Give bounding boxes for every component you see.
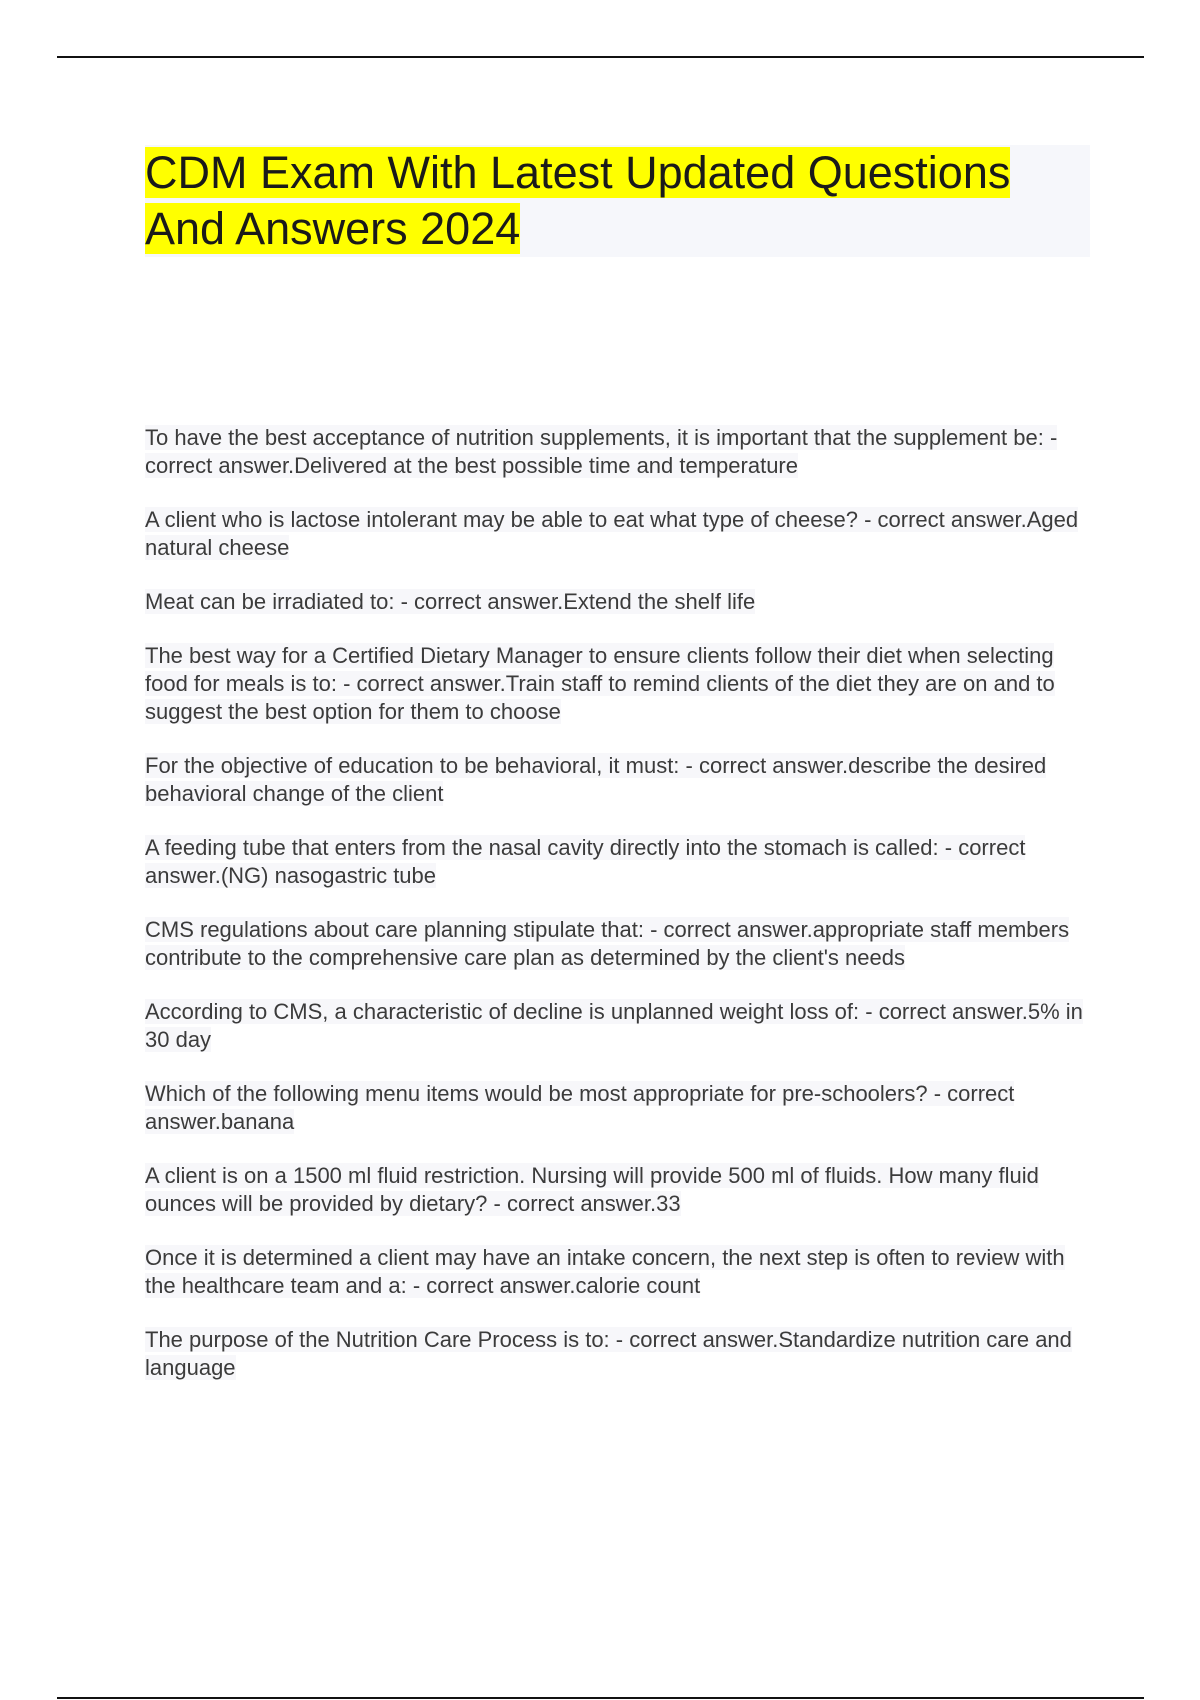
qa-item: A client is on a 1500 ml fluid restriction. Nursing will provide 500 ml of fluids. How many fluid ounces will be provided by dietary? - correct answer.33 xyxy=(145,1163,1039,1216)
qa-item: To have the best acceptance of nutrition supplements, it is important that the supplement be: - correct answer.Delivered at the best possible time and temperature xyxy=(145,425,1058,478)
title-line-1: CDM Exam With Latest Updated Questions xyxy=(145,147,1011,198)
qa-item: CMS regulations about care planning stipulate that: - correct answer.appropriate staff members contribute to the comprehensive care plan as determined by the client's needs xyxy=(145,917,1070,970)
top-divider xyxy=(57,56,1144,58)
qa-item: The purpose of the Nutrition Care Process is to: - correct answer.Standardize nutrition care and language xyxy=(145,1327,1072,1380)
title-block xyxy=(145,145,1090,257)
qa-item: The best way for a Certified Dietary Manager to ensure clients follow their diet when selecting food for meals is to: - correct answer.Train staff to remind clients of the diet they are on and to suggest the best option for them to choose xyxy=(145,643,1055,724)
qa-item: A feeding tube that enters from the nasal cavity directly into the stomach is called: - correct answer.(NG) nasogastric tube xyxy=(145,835,1026,888)
page-title xyxy=(145,145,1090,257)
qa-item: According to CMS, a characteristic of decline is unplanned weight loss of: - correct answer.5% in 30 day xyxy=(145,999,1083,1052)
qa-item: Once it is determined a client may have an intake concern, the next step is often to review with the healthcare team and a: - correct answer.calorie count xyxy=(145,1245,1065,1298)
qa-list xyxy=(145,424,1090,1408)
qa-item: For the objective of education to be behavioral, it must: - correct answer.describe the desired behavioral change of the client xyxy=(145,753,1047,806)
qa-item: Meat can be irradiated to: - correct answer.Extend the shelf life xyxy=(145,589,756,614)
title-line-2: And Answers 2024 xyxy=(145,203,521,254)
qa-item: Which of the following menu items would be most appropriate for pre-schoolers? - correct answer.banana xyxy=(145,1081,1015,1134)
bottom-divider xyxy=(57,1697,1144,1699)
qa-item: A client who is lactose intolerant may be able to eat what type of cheese? - correct answer.Aged natural cheese xyxy=(145,507,1079,560)
